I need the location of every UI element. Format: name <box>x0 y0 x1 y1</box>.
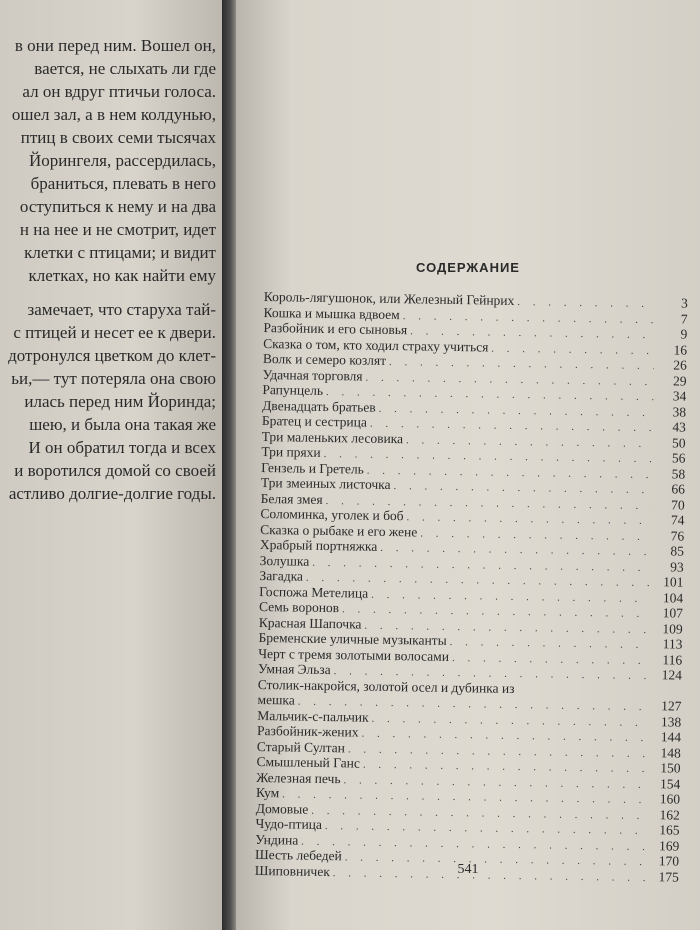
text-line: браниться, плевать в него <box>30 174 216 193</box>
toc-entry-page: 9 <box>680 326 688 342</box>
right-page <box>236 0 700 930</box>
toc-entry-title: Сказка о рыбаке и его жене <box>260 521 418 539</box>
toc-entry-title: Старый Султан <box>256 738 346 755</box>
text-line: с птицей и несет ее к двери. <box>13 323 216 342</box>
text-line: дотронулся цветком до клет- <box>8 346 216 365</box>
toc-entry-page: 104 <box>662 589 684 606</box>
toc-entry-title: Золушка <box>259 552 310 569</box>
toc-entry-page: 7 <box>680 311 688 327</box>
text-line: клетки с птицами; и видит <box>24 243 216 262</box>
text-line: илась перед ним Йоринда; <box>24 392 216 411</box>
toc-entry-title: Шесть лебедей <box>254 846 342 864</box>
toc-entry-title: Черт с тремя золотыми волосами <box>258 645 450 664</box>
toc-entry-title: Братец и сестрица <box>261 412 368 430</box>
toc-entry-page: 74 <box>670 512 685 528</box>
book-gutter <box>222 0 236 930</box>
toc-entry-title: Ундина <box>255 831 299 848</box>
toc-entry-page: 58 <box>671 465 686 482</box>
toc-entry-title: Двенадцать братьев <box>262 397 376 415</box>
toc-list <box>255 289 688 885</box>
text-line: ошел зал, а в нем колдунью, <box>11 105 216 124</box>
toc-entry-page: 109 <box>662 620 683 637</box>
toc-entry-page: 144 <box>660 729 682 745</box>
toc-entry-title: Король-лягушонок, или Железный Гейнрих <box>263 289 515 308</box>
toc-entry-title: Удачная торговля <box>262 366 363 384</box>
toc-entry-page: 138 <box>660 713 682 730</box>
toc-entry-title: Три маленьких лесовика <box>261 428 404 446</box>
toc-entry-title: Смышленый Ганс <box>256 753 361 771</box>
toc-entry-page: 107 <box>662 605 684 621</box>
paragraph-gap <box>0 287 216 298</box>
toc-entry-title: Три змеиных листочка <box>260 474 391 493</box>
text-line: Йорингеля, рассердилась, <box>28 151 216 170</box>
toc-leader-dots <box>517 296 655 310</box>
toc-entry-title: мешка <box>257 691 295 708</box>
toc-entry-page: 116 <box>662 651 683 668</box>
toc-entry-title: Гензель и Гретель <box>261 459 364 477</box>
toc-entry-page: 43 <box>672 419 686 435</box>
left-page <box>0 0 222 930</box>
toc-entry-page: 175 <box>658 868 679 885</box>
toc-entry-title: Волк и семеро козлят <box>262 350 387 368</box>
toc-entry-page: 154 <box>659 775 681 792</box>
toc-entry-title: Госпожа Метелица <box>259 583 369 601</box>
toc-entry-page: 76 <box>670 527 685 544</box>
toc-leader-dots <box>491 342 654 357</box>
toc-entry-page: 70 <box>671 496 685 513</box>
toc-entry-page: 127 <box>661 698 682 714</box>
toc-entry-title: Железная печь <box>256 769 341 786</box>
toc-entry-title: Белая змея <box>260 490 323 507</box>
toc-entry-page: 150 <box>660 760 681 776</box>
toc-entry-title: Загадка <box>259 567 304 584</box>
toc-entry-title: Столик-накройся, золотой осел и дубинка из <box>257 676 515 696</box>
toc-entry-page: 26 <box>673 357 687 373</box>
text-line: н на нее и не смотрит, идет <box>19 220 216 239</box>
page-number: 541 <box>457 862 479 877</box>
toc-entry-title: Три пряхи <box>261 443 321 460</box>
toc-entry-page: 169 <box>658 837 680 854</box>
toc-entry-page: 113 <box>662 636 683 652</box>
toc-entry-page: 124 <box>661 667 683 683</box>
toc-entry-page: 93 <box>670 558 684 575</box>
toc-entry-page: 16 <box>673 341 688 358</box>
toc-entry-title: Кум <box>255 784 280 801</box>
toc-entry-page: 101 <box>663 574 684 590</box>
toc-entry-title: Разбойник и его сыновья <box>263 319 408 338</box>
text-line: замечает, что старуха тай- <box>27 300 216 319</box>
toc-entry-page: 170 <box>658 853 680 869</box>
toc-entry-page: 85 <box>670 543 685 559</box>
text-line: и воротился домой со своей <box>14 461 216 480</box>
text-line: ал он вдруг птичьи голоса. <box>22 82 216 101</box>
toc-entry-title: Чудо-птица <box>255 815 323 832</box>
toc-entry-page: 160 <box>659 791 681 807</box>
toc-entry-title: Умная Эльза <box>257 660 331 678</box>
toc-entry-title: Красная Шапочка <box>258 614 362 632</box>
text-line: оступиться к нему и на два <box>19 197 216 216</box>
toc-entry-title: Рапунцель <box>262 381 324 398</box>
toc-entry-page: 34 <box>672 388 687 404</box>
toc-entry-page: 162 <box>659 806 680 823</box>
text-line: в они перед ним. Вошел он, <box>14 36 216 55</box>
text-line: астливо долгие-долгие годы. <box>8 484 216 503</box>
toc-entry-page: 50 <box>672 434 686 451</box>
toc-entry-page: 165 <box>659 822 680 838</box>
toc-entry-page: 148 <box>660 744 681 761</box>
left-page-text <box>0 34 216 505</box>
toc-entry-page: 56 <box>671 450 686 466</box>
text-line: вается, не слыхать ли где <box>34 59 216 78</box>
text-line: ьи,— тут потеряла она свою <box>11 369 216 388</box>
toc-entry-title: Бременские уличные музыканты <box>258 629 447 648</box>
text-line: шею, и была она такая же <box>29 415 216 434</box>
toc-entry-title: Разбойник-жених <box>256 722 359 740</box>
text-line: клетках, но как найти ему <box>28 266 216 285</box>
toc-entry-page: 66 <box>671 481 686 497</box>
toc-entry-title: Соломинка, уголек и боб <box>260 505 404 524</box>
toc-entry-page: 3 <box>680 295 688 311</box>
toc-entry-title: Шиповничек <box>254 862 330 879</box>
toc-entry-page: 29 <box>672 372 687 389</box>
toc-entry-page: 38 <box>672 403 687 420</box>
toc-entry-title: Храбрый портняжка <box>259 536 378 554</box>
text-line: птиц в своих семи тысячах <box>20 128 216 147</box>
toc-entry-title: Кошка и мышка вдвоем <box>263 304 400 322</box>
toc-entry-title: Домовые <box>255 800 309 817</box>
text-line: И он обратил тогда и всех <box>28 438 216 457</box>
toc-entry-title: Мальчик-с-пальчик <box>257 707 369 725</box>
toc-entry-title: Семь воронов <box>258 598 340 616</box>
toc-entry-title: Сказка о том, кто ходил страху учиться <box>263 335 489 355</box>
toc-heading: СОДЕРЖАНИЕ <box>416 260 520 275</box>
